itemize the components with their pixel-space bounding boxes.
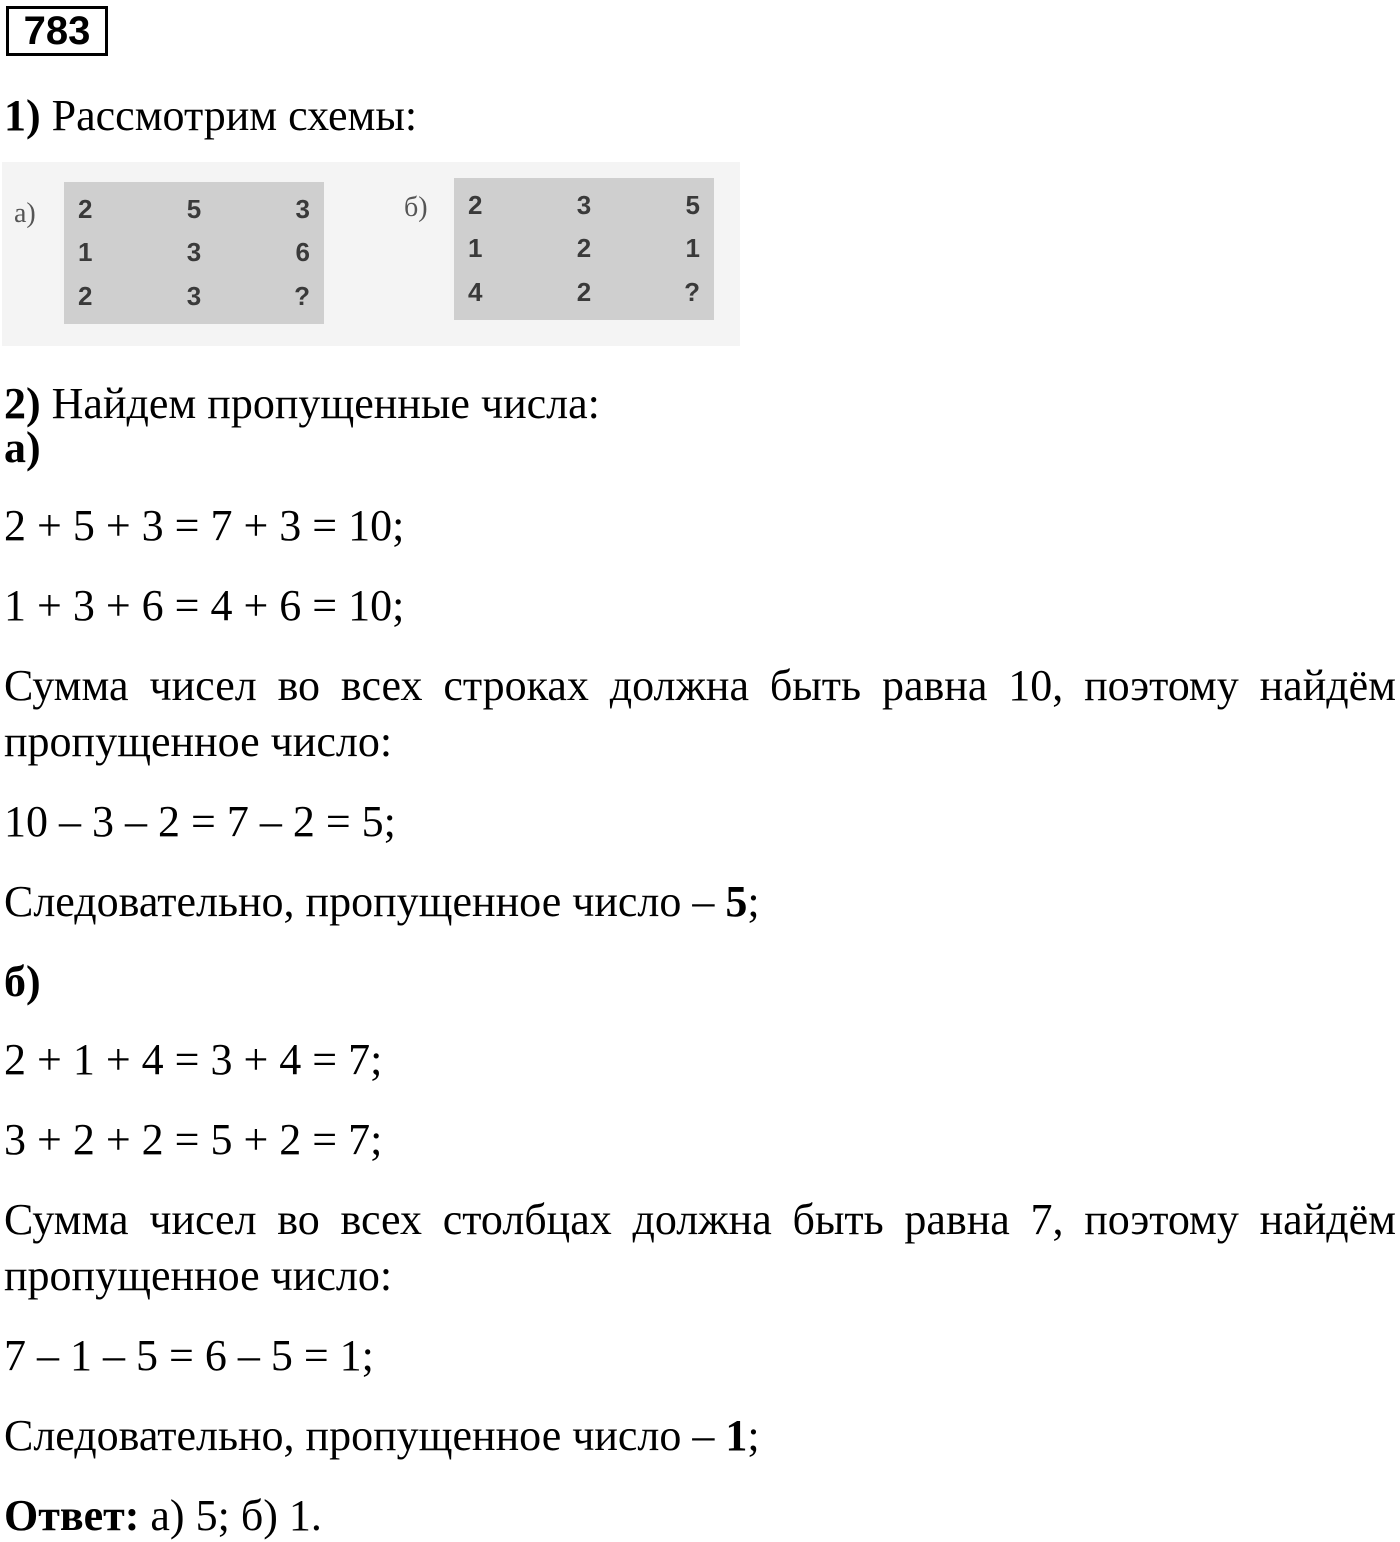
answer-label: Ответ:: [4, 1491, 140, 1540]
part-b-calculation: 7 – 1 – 5 = 6 – 5 = 1;: [4, 1331, 374, 1380]
step2-text: Найдем пропущенные числа:: [40, 379, 600, 428]
scheme-a-grid: [64, 182, 324, 324]
part-b-label: б): [4, 957, 41, 1006]
scheme-a-label: а): [14, 198, 36, 229]
part-a-calculation: 10 – 3 – 2 = 7 – 2 = 5;: [4, 797, 396, 846]
part-b-equation-2: 3 + 2 + 2 = 5 + 2 = 7;: [4, 1115, 383, 1164]
part-b-conclusion: Следовательно, пропущенное число – 1;: [4, 1411, 760, 1460]
problem-number: 783: [6, 6, 108, 56]
scheme-image: [2, 162, 740, 346]
scheme-a-cell: ?: [294, 280, 310, 311]
part-a-result: 5: [725, 877, 748, 926]
scheme-a-cell: 6: [295, 237, 310, 268]
scheme-b-cell: 3: [576, 190, 592, 221]
answer-line: [4, 1490, 322, 1542]
scheme-a-cell: 3: [186, 237, 202, 268]
answer-text: а) 5; б) 1.: [139, 1491, 322, 1540]
step2-line: [4, 378, 600, 430]
scheme-b-cell: 2: [468, 190, 483, 221]
part-a-equation-1: 2 + 5 + 3 = 7 + 3 = 10;: [4, 501, 405, 550]
part-b-sum-text-line1: Сумма чисел во всех столбцах должна быть равна 7, поэтому найдём: [4, 1195, 1396, 1244]
part-a-label: а): [4, 423, 41, 472]
part-a-sum-text-line1: Сумма чисел во всех строках должна быть равна 10, поэтому найдём: [4, 661, 1396, 710]
scheme-b-cell: 2: [576, 276, 592, 307]
scheme-b-grid: [454, 178, 714, 320]
scheme-b-cell: 1: [685, 233, 700, 264]
part-a-sum-text-line2: пропущенное число:: [4, 717, 393, 766]
step2-number: 2): [4, 379, 41, 428]
part-b-result: 1: [725, 1411, 748, 1460]
scheme-b-cell: 2: [576, 233, 592, 264]
part-a-equation-2: 1 + 3 + 6 = 4 + 6 = 10;: [4, 581, 405, 630]
scheme-a-cell: 2: [78, 194, 93, 225]
scheme-a-cell: 5: [186, 194, 202, 225]
scheme-a-cell: 3: [295, 194, 310, 225]
step1-line: [4, 90, 417, 142]
scheme-a-cell: 2: [78, 280, 93, 311]
step1-text: Рассмотрим схемы:: [40, 91, 418, 140]
part-b-equation-1: 2 + 1 + 4 = 3 + 4 = 7;: [4, 1035, 383, 1084]
scheme-a-cell: 3: [186, 280, 202, 311]
scheme-b-cell: 5: [685, 190, 700, 221]
scheme-b-label: б): [404, 192, 428, 223]
scheme-a-cell: 1: [78, 237, 93, 268]
scheme-b-cell: 4: [468, 276, 483, 307]
scheme-b-cell: ?: [684, 276, 700, 307]
step1-number: 1): [4, 91, 41, 140]
part-b-sum-text-line2: пропущенное число:: [4, 1251, 393, 1300]
part-a-conclusion: Следовательно, пропущенное число – 5;: [4, 877, 760, 926]
scheme-b-cell: 1: [468, 233, 483, 264]
